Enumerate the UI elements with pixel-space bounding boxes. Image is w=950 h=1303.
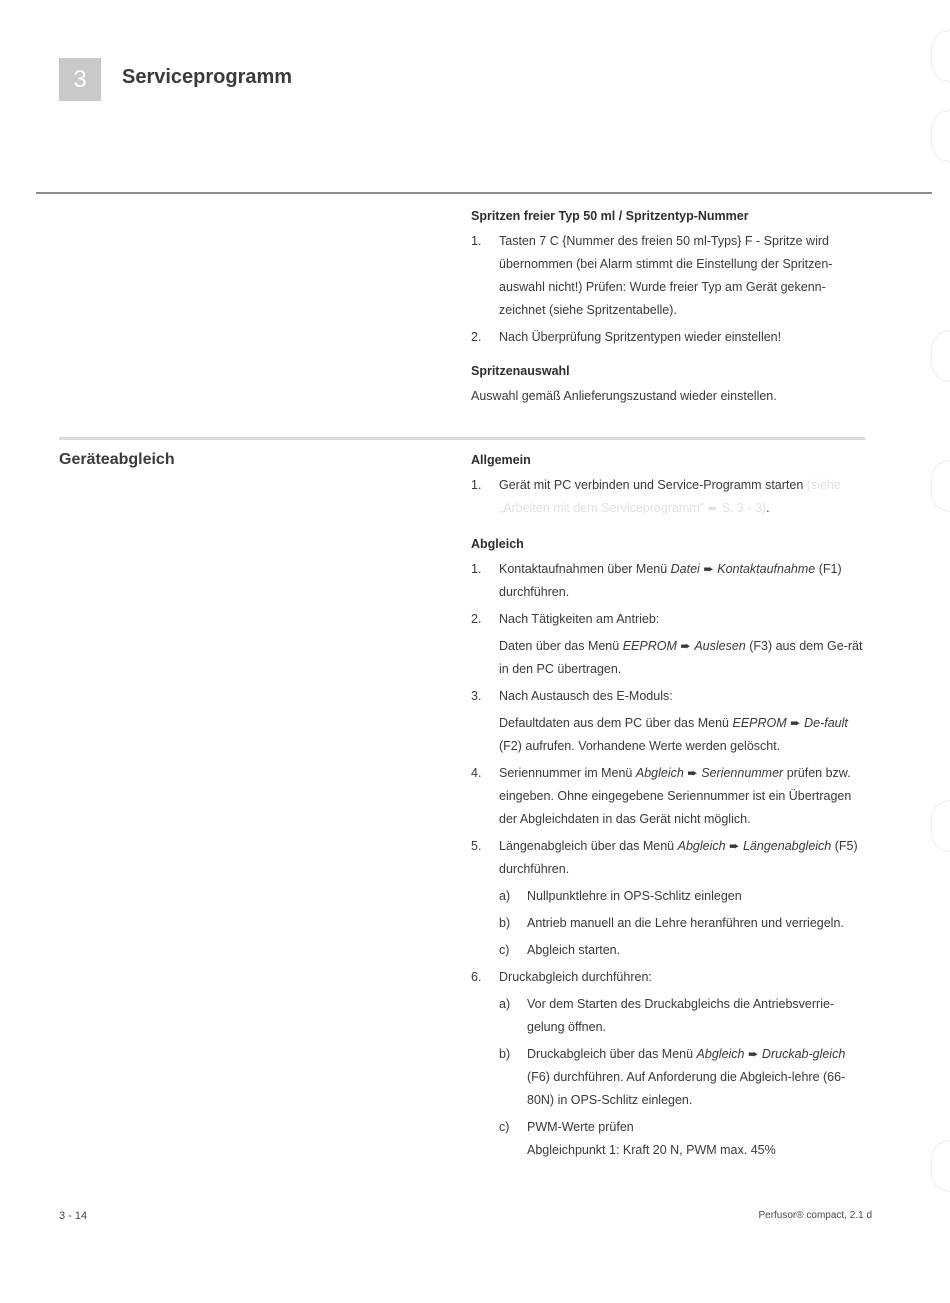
sub-list-item [499, 1043, 871, 1112]
top-divider [36, 192, 932, 194]
text-part: Druckabgleich über das Menü [527, 1047, 697, 1061]
list-item [471, 474, 871, 520]
item-text: Nach Tätigkeiten am Antrieb: [499, 612, 660, 626]
calibration-title: Abgleich [471, 537, 524, 551]
item-number: 4. [471, 766, 482, 780]
sub-item-text [527, 1043, 871, 1112]
menu-name: Auslesen [694, 639, 746, 653]
item-number: 1. [471, 478, 482, 492]
list-item [471, 608, 871, 631]
sub-item-letter: a) [499, 997, 511, 1011]
text-part: Daten über das Menü [499, 639, 623, 653]
menu-name: EEPROM [622, 639, 677, 653]
list-item [471, 685, 871, 708]
syringe-selection-text: Auswahl gemäß Anlieferungszustand wieder einstellen. [471, 389, 777, 403]
item-paragraph [499, 635, 871, 681]
syringe-section [471, 206, 871, 408]
item-text [499, 835, 871, 881]
item-number: 2. [471, 612, 482, 626]
item-text: Tasten 7 C {Nummer des freien 50 ml-Typs} F - Spritze wird übernommen (bei Alarm stimmt die Einstellung der Spritzen-auswahl nicht!) Prüfen: Wurde freier Typ am Gerät gekenn-zeichnet (siehe Spritzentabelle). [499, 234, 833, 317]
pwm-check-text: PWM-Werte prüfen [527, 1120, 634, 1134]
sub-item-text [527, 1116, 871, 1162]
sub-item-letter: b) [499, 916, 511, 930]
menu-name: Längenabgleich [742, 839, 832, 853]
list-item [471, 558, 871, 604]
page-edge-mark [931, 800, 950, 852]
sub-item-letter: c) [499, 1120, 510, 1134]
text-part: Kontaktaufnahmen über Menü [499, 562, 671, 576]
general-title: Allgemein [471, 453, 531, 467]
section-title-syringe-selection: Spritzenauswahl [471, 364, 570, 378]
page-edge-mark [931, 330, 950, 382]
arrow-icon: ➨ [699, 562, 718, 576]
section-divider [59, 437, 865, 440]
list-item [471, 835, 871, 881]
item-text [499, 762, 871, 831]
text-part: (F3) aus dem Ge-rät in den PC übertragen. [499, 639, 863, 676]
item-number: 6. [471, 970, 482, 984]
sub-item-text: Antrieb manuell an die Lehre heranführen und verriegeln. [527, 916, 844, 930]
sub-list-item [499, 885, 871, 908]
sub-list-item [499, 993, 871, 1039]
text-part: (F1) durchführen. [499, 562, 842, 599]
chapter-number-box: 3 [59, 58, 101, 101]
page-edge-mark [931, 460, 950, 512]
sub-list-item [499, 912, 871, 935]
calibration-point-text: Abgleichpunkt 1: Kraft 20 N, PWM max. 45% [527, 1143, 776, 1157]
menu-name: EEPROM [732, 716, 787, 730]
item-text: Nach Überprüfung Spritzentypen wieder einstellen! [499, 330, 782, 344]
sub-item-letter: c) [499, 943, 510, 957]
item-text [499, 558, 871, 604]
menu-name: Datei [670, 562, 700, 576]
sub-item-letter: b) [499, 1047, 511, 1061]
connect-text: Gerät mit PC verbinden und Service-Programm starten [499, 478, 804, 492]
arrow-icon: ➨ [744, 1047, 762, 1061]
menu-name: Abgleich [696, 1047, 745, 1061]
side-heading: Geräteabgleich [59, 451, 175, 468]
sub-item-text: Abgleich starten. [527, 943, 621, 957]
sub-item-text: Vor dem Starten des Druckabgleichs die Antriebsverrie-gelung öffnen. [527, 997, 835, 1034]
menu-name: De-fault [804, 716, 848, 730]
menu-name: Seriennummer [701, 766, 784, 780]
item-text: Nach Austausch des E-Moduls: [499, 689, 673, 703]
item-number: 2. [471, 330, 482, 344]
page-number: 3 - 14 [59, 1210, 88, 1222]
text-part: (F5) durchführen. [499, 839, 858, 876]
arrow-icon: ➨ [786, 716, 805, 730]
item-paragraph [499, 712, 871, 758]
end-period: . [766, 501, 770, 515]
item-text [499, 474, 871, 520]
item-number: 1. [471, 562, 482, 576]
text-part: prüfen bzw. eingeben. Ohne eingegebene Seriennummer ist ein Übertragen der Abgleichdaten in das Gerät nicht möglich. [499, 766, 852, 826]
arrow-icon: ➨ [683, 766, 702, 780]
menu-name: Druckab-gleich [761, 1047, 846, 1061]
list-item [471, 762, 871, 831]
calibration-section [471, 450, 871, 1166]
page-edge-mark [931, 1140, 950, 1192]
page-edge-mark [931, 30, 950, 82]
item-text: Druckabgleich durchführen: [499, 970, 652, 984]
chapter-title: Serviceprogramm [122, 66, 293, 88]
sub-list-item [499, 939, 871, 962]
arrow-icon: ➨ [725, 839, 743, 853]
page-edge-mark [931, 110, 950, 162]
menu-name: Kontaktaufnahme [717, 562, 816, 576]
text-part: Defaultdaten aus dem PC über das Menü [499, 716, 733, 730]
list-item [471, 326, 871, 349]
sub-item-text: Nullpunktlehre in OPS-Schlitz einlegen [527, 889, 742, 903]
menu-name: Abgleich [677, 839, 726, 853]
text-part: Seriennummer im Menü [499, 766, 636, 780]
list-item [471, 230, 871, 322]
document-id: Perfusor® compact, 2.1 d [758, 1210, 872, 1221]
menu-name: Abgleich [635, 766, 684, 780]
section-title-syringe-type: Spritzen freier Typ 50 ml / Spritzentyp-Nummer [471, 209, 749, 223]
list-item [471, 966, 871, 989]
text-part: Längenabgleich über das Menü [499, 839, 678, 853]
sub-list-item [499, 1116, 871, 1162]
item-number: 3. [471, 689, 482, 703]
item-number: 5. [471, 839, 482, 853]
text-part: (F2) aufrufen. Vorhandene Werte werden gelöscht. [499, 739, 781, 753]
text-part: (F6) durchführen. Auf Anforderung die Abgleich-lehre (66-80N) in OPS-Schlitz einlegen. [527, 1070, 846, 1107]
faded-reference: (siehe „Arbeiten mit dem Serviceprogramm" ➨ S. 3 - 3) [499, 478, 841, 515]
sub-item-letter: a) [499, 889, 511, 903]
arrow-icon: ➨ [676, 639, 695, 653]
item-number: 1. [471, 234, 482, 248]
